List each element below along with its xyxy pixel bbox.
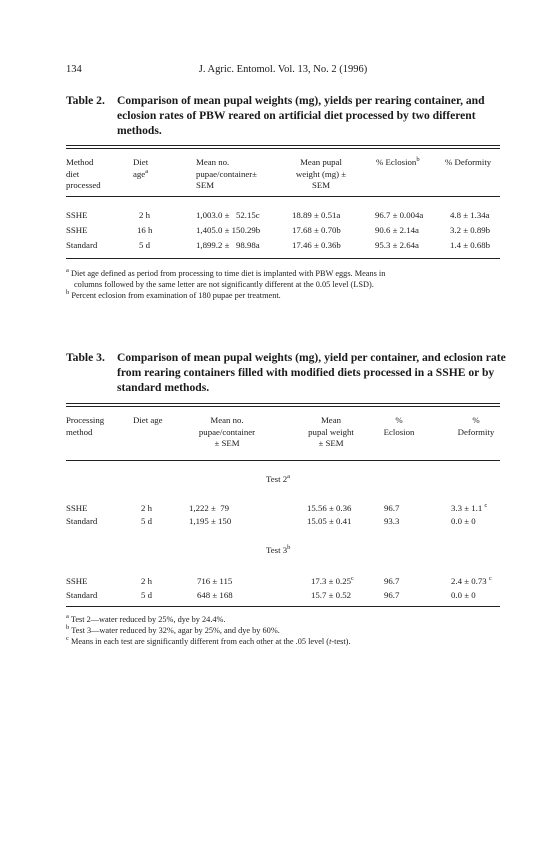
table3-footnote-b: $^b$ Test 3—water reduced by 32%, agar by 25%, and dye by 60%. [66, 624, 280, 635]
table2-header-mean-no: Mean no. pupae/container± SEM [196, 157, 258, 190]
table2-header-pupal-weight: Mean pupal weight (mg) ± SEM [295, 157, 347, 190]
journal-page: 134 J. Agric. Entomol. Vol. 13, No. 2 (1996) Table 2. Comparison of mean pupal weights (mg), yields per rearing container, and eclosion rates of PBW reared on artificial diet processed by two different methods. Method diet processed Diet age$^a$ Mean no. pupae/container± SEM Mean pupal weight (mg) ± SEM % Eclosion$^b$ % Deformity SSHE 2 h 1,003.0 ± 52.15c 18.89 ± 0.51a 96.7 ± 0.004a 4.8 ± 1.34a SSHE 16 h 1,405.0 ± 150.29b 17.68 ± 0.70b 90.6 ± 2.14a 3.2 ± 0.89b Standard 5 d 1,899.2 ± 98.98a 17.46 ± 0.36b 95.3 ± 2.64a 1.4 ± 0.68b $^a$ Diet age defined as period from processing to time diet is implanted with PBW eggs. Means in columns followed by the same letter are not significantly different at the 0.05 level (LSD). $^b$ Percent eclosion from examination of 180 pupae per treatment. Table 3. Comparison of mean pupal weights (mg), yield per container, and eclosion rate from rearing containers filled with modified diets processed in a SSHE or by standard methods. Processing method Diet age Mean no. pupae/container ± SEM Mean pupal weight ± SEM % Eclosion % Deformity Test 2$^a$ SSHE 2 h 1,222 ± 79 15.56 ± 0.36 96.7 3.3 ± 1.1 $^c$ Standard 5 d 1,195 ± 150 15.05 ± 0.41 93.3 0.0 ± 0 Test 3$^b$ SSHE 2 h 716 ± 115 17.3 ± 0.25$^c$ 96.7 2.4 ± 0.73 $^c$ Standard 5 d 648 ± 168 15.7 ± 0.52 96.7 0.0 ± 0 $^a$ Test 2—water reduced by 25%, dye by 24.4%. $^b$ Test 3—water reduced by 32%, agar by 25%, and dye by 60%. $^c$ Means in each test are significantly different from each other at the .05 level (t-test). [66, 64, 506, 646]
table3-header-mean-no: Mean no. pupae/container ± SEM [198, 415, 256, 448]
table3-test2-label: Test 2$^a$ [266, 473, 291, 484]
table2-header-rule [66, 196, 500, 197]
table3-header-deformity: % Deformity [457, 415, 495, 437]
table3-footnote-c: $^c$ Means in each test are significantly different from each other at the .05 level (t-test). [66, 635, 351, 646]
journal-citation: J. Agric. Entomol. Vol. 13, No. 2 (1996) [198, 64, 368, 75]
table2-header-deformity: % Deformity [445, 157, 492, 167]
table3-caption-text: Comparison of mean pupal weights (mg), yield per container, and eclosion rate from rearing containers filled with modified diets processed in a SSHE or by standard methods. [117, 351, 506, 394]
table2-caption-text: Comparison of mean pupal weights (mg), yields per rearing container, and eclosion rates of PBW reared on artificial diet processed by two different methods. [117, 94, 485, 137]
table3-footnote-a: $^a$ Test 2—water reduced by 25%, dye by 24.4%. [66, 613, 226, 624]
running-header [66, 64, 500, 76]
table2-footnotes [66, 268, 502, 301]
table2-header-age: Diet age$^a$ [133, 157, 149, 179]
table3-test3-label: Test 3$^b$ [266, 544, 291, 555]
table2-footnote-a: $^a$ Diet age defined as period from processing to time diet is implanted with PBW eggs. Means in columns followed by the same letter are not significantly different at the 0.05 level (LSD). [66, 267, 386, 289]
table2-header-eclosion: % Eclosion$^b$ [376, 156, 420, 167]
table3-header-method: Processing method [66, 415, 105, 437]
table3-footnotes [66, 614, 502, 647]
table2-label: Table 2. [66, 94, 105, 107]
table3-top-rule [66, 403, 500, 404]
table2-header-method: Method diet processed [66, 157, 101, 190]
table3-header-age: Diet age [133, 415, 163, 425]
table3-bottom-rule [66, 606, 500, 607]
table2-top-rule-2 [66, 148, 500, 149]
table3-header-rule [66, 460, 500, 461]
table3-header-eclosion: % Eclosion [383, 415, 415, 437]
table2-caption [66, 93, 506, 138]
table3-label: Table 3. [66, 351, 105, 364]
table3-caption [66, 350, 506, 395]
table2-bottom-rule [66, 258, 500, 259]
table2-top-rule [66, 145, 500, 146]
table3-top-rule-2 [66, 406, 500, 407]
table2-footnote-b: $^b$ Percent eclosion from examination of 180 pupae per treatment. [66, 289, 281, 300]
page-number: 134 [66, 64, 82, 75]
table3-header-pupal-weight: Mean pupal weight ± SEM [308, 415, 354, 448]
